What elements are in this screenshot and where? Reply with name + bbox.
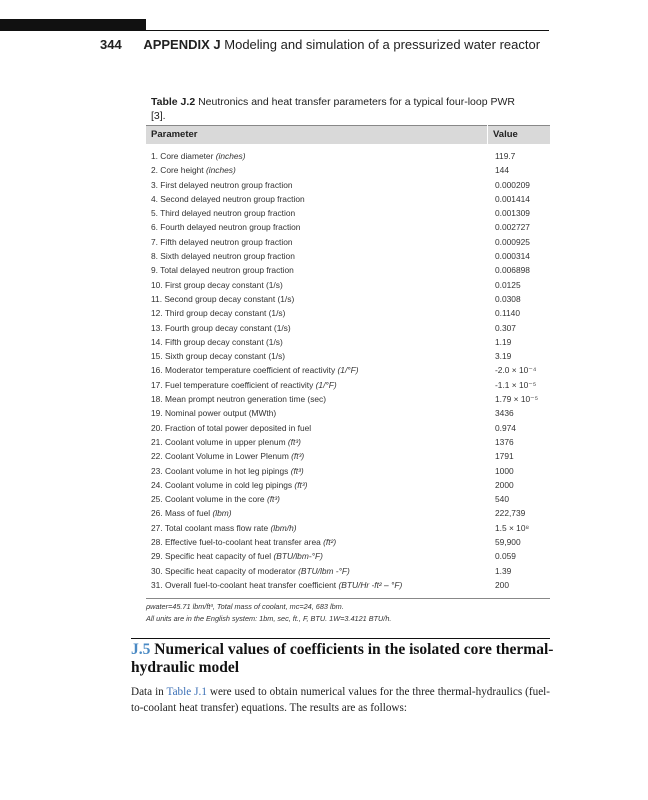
parameter-text: 11. Second group decay constant (1/s) bbox=[151, 293, 295, 304]
parameter-cell bbox=[151, 392, 326, 406]
parameter-cell bbox=[151, 192, 305, 206]
parameter-cell bbox=[151, 335, 283, 349]
table-note: ρwater=45.71 lbm/ft³, Total mass of coolant, mc=24, 683 lbm. bbox=[146, 602, 344, 611]
chapter-title: Modeling and simulation of a pressurized water reactor bbox=[224, 37, 541, 52]
parameter-cell bbox=[151, 306, 285, 320]
value-cell: 0.006898 bbox=[495, 265, 530, 276]
parameter-cell bbox=[151, 220, 300, 234]
appendix-label: APPENDIX J bbox=[143, 37, 221, 52]
value-cell: 0.0308 bbox=[495, 293, 521, 304]
section-heading bbox=[131, 641, 561, 677]
parameter-unit: (inches) bbox=[215, 151, 246, 161]
parameter-unit: (ft³) bbox=[287, 436, 301, 447]
parameter-text: 15. Sixth group decay constant (1/s) bbox=[151, 351, 286, 362]
parameter-unit: (1/°F) bbox=[337, 365, 359, 376]
value-cell: 1.19 bbox=[495, 336, 512, 347]
table-row bbox=[146, 306, 550, 320]
header-bar bbox=[0, 19, 146, 31]
table-row bbox=[146, 449, 550, 463]
value-cell: 1000 bbox=[495, 465, 514, 476]
table-body bbox=[146, 149, 550, 592]
table-row bbox=[146, 292, 550, 306]
parameter-cell bbox=[151, 549, 323, 563]
parameter-text: 14. Fifth group decay constant (1/s) bbox=[151, 336, 283, 347]
value-cell: 0.000314 bbox=[495, 251, 530, 262]
parameter-cell bbox=[151, 249, 295, 263]
table-row bbox=[146, 378, 550, 392]
value-cell: 0.974 bbox=[495, 422, 516, 433]
table-label: Table J.2 bbox=[151, 96, 196, 108]
parameter-text: 30. Specific heat capacity of moderator bbox=[151, 565, 296, 576]
value-cell: 3436 bbox=[495, 408, 514, 419]
table-caption bbox=[151, 95, 531, 123]
table-row bbox=[146, 578, 550, 592]
table-row bbox=[146, 192, 550, 206]
parameter-text: 24. Coolant volume in cold leg pipings bbox=[151, 479, 293, 490]
parameter-cell bbox=[151, 292, 294, 306]
parameter-text: 17. Fuel temperature coefficient of reactivity bbox=[151, 379, 314, 390]
table-row bbox=[146, 335, 550, 349]
column-header-value: Value bbox=[493, 129, 518, 140]
parameter-text: 19. Nominal power output (MWth) bbox=[151, 408, 277, 419]
parameter-text: 4. Second delayed neutron group fraction bbox=[151, 193, 305, 204]
parameter-text: 3. First delayed neutron group fraction bbox=[151, 179, 293, 190]
value-cell: 1.5 × 10⁸ bbox=[495, 522, 530, 533]
value-cell: 1791 bbox=[495, 451, 514, 462]
table-row bbox=[146, 263, 550, 277]
parameter-cell bbox=[151, 478, 307, 492]
parameter-text: 8. Sixth delayed neutron group fraction bbox=[151, 251, 295, 262]
table-row bbox=[146, 163, 550, 177]
value-cell: 0.001309 bbox=[495, 208, 530, 219]
value-cell: 2000 bbox=[495, 479, 514, 490]
parameter-unit: (lbm/h) bbox=[270, 522, 297, 533]
parameter-cell bbox=[151, 421, 311, 435]
table-row bbox=[146, 549, 550, 563]
value-cell: 1376 bbox=[495, 436, 514, 447]
parameter-text: 29. Specific heat capacity of fuel bbox=[151, 551, 272, 562]
value-cell: 1.39 bbox=[495, 565, 512, 576]
value-cell: 540 bbox=[495, 494, 509, 505]
table-row bbox=[146, 206, 550, 220]
body-text-end: were used to obtain numerical values for the three thermal-hydraulics (fuel-to-coolant heat transfer) equations. The results are as follows: bbox=[131, 686, 550, 714]
value-cell: 1.79 × 10⁻⁵ bbox=[495, 394, 539, 405]
parameter-unit: (lbm) bbox=[212, 508, 232, 519]
table-row bbox=[146, 478, 550, 492]
parameter-text: 21. Coolant volume in upper plenum bbox=[151, 436, 286, 447]
parameter-cell bbox=[151, 578, 402, 592]
parameter-cell bbox=[151, 464, 304, 478]
parameter-unit: (BTU/Hr -ft² – °F) bbox=[338, 579, 403, 590]
parameter-text: 28. Effective fuel-to-coolant heat transfer area bbox=[151, 537, 321, 548]
table-row bbox=[146, 535, 550, 549]
parameter-cell bbox=[151, 492, 280, 506]
parameter-text: 31. Overall fuel-to-coolant heat transfer coefficient bbox=[151, 579, 337, 590]
parameter-unit: (inches) bbox=[205, 165, 236, 176]
table-row bbox=[146, 178, 550, 192]
table-caption-text: Neutronics and heat transfer parameters for a typical four-loop PWR [3]. bbox=[151, 96, 515, 122]
table-row bbox=[146, 278, 550, 292]
table-header-row bbox=[146, 125, 550, 144]
parameter-cell bbox=[151, 206, 295, 220]
parameter-text: 6. Fourth delayed neutron group fraction bbox=[151, 222, 301, 233]
table-row bbox=[146, 321, 550, 335]
parameter-cell bbox=[151, 263, 294, 277]
table-bottom-rule bbox=[146, 598, 550, 599]
parameter-unit: (ft³) bbox=[290, 465, 304, 476]
parameter-cell bbox=[151, 178, 293, 192]
parameter-text: 2. Core height bbox=[151, 165, 204, 176]
parameter-cell bbox=[151, 321, 291, 335]
parameter-cell bbox=[151, 349, 285, 363]
parameter-unit: (BTU/lbm -°F) bbox=[298, 565, 350, 576]
table-row bbox=[146, 421, 550, 435]
value-cell: 0.059 bbox=[495, 551, 516, 562]
table-row bbox=[146, 235, 550, 249]
column-header-parameter: Parameter bbox=[151, 129, 198, 140]
value-cell: 0.000209 bbox=[495, 179, 530, 190]
table-row bbox=[146, 406, 550, 420]
parameter-text: 16. Moderator temperature coefficient of reactivity bbox=[151, 365, 336, 376]
table-row bbox=[146, 521, 550, 535]
table-row bbox=[146, 249, 550, 263]
value-cell: 0.002727 bbox=[495, 222, 530, 233]
parameter-text: 5. Third delayed neutron group fraction bbox=[151, 208, 296, 219]
parameter-cell bbox=[151, 506, 232, 520]
parameter-text: 26. Mass of fuel bbox=[151, 508, 211, 519]
value-cell: 0.0125 bbox=[495, 279, 521, 290]
value-cell: -2.0 × 10⁻⁴ bbox=[495, 365, 537, 376]
body-paragraph bbox=[131, 684, 550, 716]
section-number: J.5 bbox=[131, 641, 151, 658]
parameter-cell bbox=[151, 278, 283, 292]
parameter-text: 10. First group decay constant (1/s) bbox=[151, 279, 283, 290]
parameter-cell bbox=[151, 163, 236, 177]
parameter-cell bbox=[151, 235, 293, 249]
parameter-text: 27. Total coolant mass flow rate bbox=[151, 522, 269, 533]
table-link[interactable]: Table J.1 bbox=[166, 686, 207, 698]
parameter-cell bbox=[151, 564, 350, 578]
value-cell: 0.000925 bbox=[495, 236, 530, 247]
parameter-text: 9. Total delayed neutron group fraction bbox=[151, 265, 294, 276]
table-note: All units are in the English system: 1bm, sec, ft., F, BTU. 1W=3.4121 BTU/h. bbox=[146, 614, 392, 623]
section-title: Numerical values of coefficients in the isolated core thermal-hydraulic model bbox=[131, 641, 554, 676]
table-row bbox=[146, 506, 550, 520]
parameter-cell bbox=[151, 378, 337, 392]
table-row bbox=[146, 220, 550, 234]
parameter-cell bbox=[151, 406, 276, 420]
value-cell: 222,739 bbox=[495, 508, 526, 519]
parameter-unit: (BTU/lbm-°F) bbox=[273, 551, 323, 562]
parameter-text: 20. Fraction of total power deposited in fuel bbox=[151, 422, 312, 433]
value-cell: 200 bbox=[495, 579, 509, 590]
parameter-text: 18. Mean prompt neutron generation time (sec) bbox=[151, 394, 327, 405]
parameter-cell bbox=[151, 435, 301, 449]
table-row bbox=[146, 492, 550, 506]
parameter-cell bbox=[151, 449, 304, 463]
page-number: 344 bbox=[100, 37, 122, 52]
section-rule bbox=[131, 638, 550, 639]
parameter-unit: (ft³) bbox=[291, 451, 305, 462]
parameter-cell bbox=[151, 363, 359, 377]
table-row bbox=[146, 464, 550, 478]
parameter-text: 7. Fifth delayed neutron group fraction bbox=[151, 236, 293, 247]
table-row bbox=[146, 392, 550, 406]
table-row bbox=[146, 149, 550, 163]
parameter-unit: (ft³) bbox=[266, 494, 280, 505]
value-cell: 59,900 bbox=[495, 537, 521, 548]
parameter-unit: (1/°F) bbox=[315, 379, 337, 390]
parameter-unit: (ft³) bbox=[294, 479, 308, 490]
parameter-text: 23. Coolant volume in hot leg pipings bbox=[151, 465, 289, 476]
parameter-cell bbox=[151, 535, 336, 549]
running-header bbox=[100, 37, 540, 52]
table-row bbox=[146, 363, 550, 377]
parameter-text: 13. Fourth group decay constant (1/s) bbox=[151, 322, 291, 333]
value-cell: 3.19 bbox=[495, 351, 512, 362]
table-row bbox=[146, 349, 550, 363]
parameter-unit: (ft²) bbox=[323, 537, 337, 548]
value-cell: 0.1140 bbox=[495, 308, 520, 319]
parameter-text: 1. Core diameter bbox=[151, 151, 214, 161]
table-row bbox=[146, 564, 550, 578]
body-text-start: Data in bbox=[131, 686, 164, 698]
value-cell: 0.001414 bbox=[495, 193, 530, 204]
header-rule bbox=[146, 30, 549, 31]
value-cell: 0.307 bbox=[495, 322, 516, 333]
value-cell: -1.1 × 10⁻⁵ bbox=[495, 379, 537, 390]
table-row bbox=[146, 435, 550, 449]
parameter-cell bbox=[151, 521, 297, 535]
value-cell: 144 bbox=[495, 165, 509, 176]
parameter-text: 12. Third group decay constant (1/s) bbox=[151, 308, 286, 319]
parameter-text: 22. Coolant Volume in Lower Plenum bbox=[151, 451, 289, 462]
value-cell: 119.7 bbox=[495, 151, 516, 161]
parameter-text: 25. Coolant volume in the core bbox=[151, 494, 265, 505]
parameter-cell bbox=[151, 149, 246, 163]
